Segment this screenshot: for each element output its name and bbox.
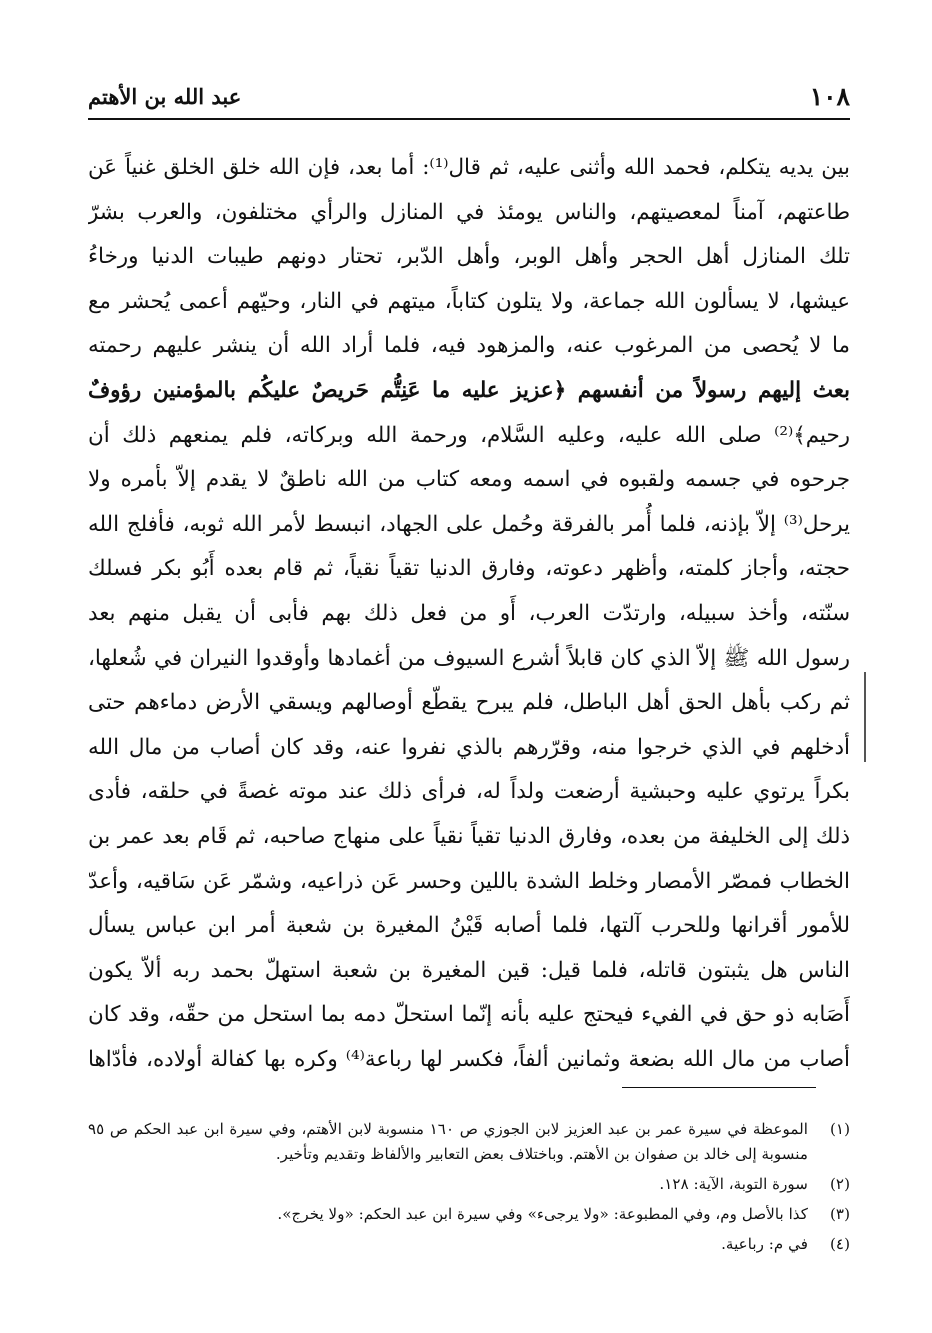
footnote-text: سورة التوبة، الآية: ١٢٨. xyxy=(659,1175,808,1193)
text-line: رحيم﴾⁽²⁾ صلى الله عليه، وعليه السَّلام، ورحمة الله وبركاته، فلم يمنعهم ذلك أن xyxy=(88,422,850,448)
text-line: حجته، وأجاز كلمته، وأظهر دعوته، وفارق الدنيا تقياً نقياً، ثم قام بعده أَبُو بكر فسلك xyxy=(88,556,850,582)
text-line: جرحوه في جسمه ولقبوه في اسمه ومعه كتاب من الله ناطقٌ لا يقدم إلاّ بأمره ولا xyxy=(88,467,850,493)
text-line: الناس هل يثبتون قاتله، فلما قيل: قين المغيرة بن شعبة استهلّ بحمد ربه ألاّ يكون xyxy=(88,957,850,983)
page-number: ١٠٨ xyxy=(809,82,850,111)
footnote-text: في م: رباعية. xyxy=(721,1235,808,1253)
text-line: ثم ركب بأهل الحق أهل الباطل، فلم يبرح يقطّع أوصالهم ويسقي الأرض دماءهم حتى xyxy=(88,690,850,716)
footnote-text: كذا بالأصل وم، وفي المطبوعة: «ولا يرجىء» وفي سيرة ابن عبد الحكم: «ولا يخرج». xyxy=(277,1205,808,1223)
footnote-text: الموعظة في سيرة عمر بن عبد العزيز لابن الجوزي ص ١٦٠ منسوبة لابن الأهتم، وفي سيرة ابن عبد الحكم ص ٩٥ منسوبة إلى خالد بن صفوان بن الأهتم. وباختلاف بعض التعابير والألفاظ وتقديم وتأخير. xyxy=(88,1120,808,1163)
text-line: الخطاب فمصّر الأمصار وخلط الشدة باللين وحسر عَن ذراعيه، وشمّر عَن سَاقيه، وأعدّ xyxy=(88,868,850,894)
text-line: بين يديه يتكلم، فحمد الله وأثنى عليه، ثم قال⁽¹⁾: أما بعد، فإن الله خلق الخلق غنياً عَن xyxy=(88,155,850,180)
text-line: طاعتهم، آمناً لمعصيتهم، والناس يومئذ في المنازل والرأي مختلفون، والعرب بشرّ xyxy=(88,199,850,225)
text-line: بكراً يرتوي عليه وحبشية أرضعت ولداً له، فرأى ذلك عند موته غصةً في حلقه، فأدى xyxy=(88,779,850,805)
main-text xyxy=(88,146,850,1082)
footnote-number: (٣) xyxy=(829,1205,850,1223)
footnote xyxy=(88,1232,850,1257)
text-line: سنّته، وأخذ سبيله، وارتدّت العرب، أَو من فعل ذلك بهم فأبى أن يقبل منهم بعد xyxy=(88,600,850,626)
running-title: عبد الله بن الأهتم xyxy=(88,84,242,109)
footnotes xyxy=(88,1117,850,1262)
text-line: أدخلهم في الذي خرجوا منه، وقرّرهم بالذي نفروا عنه، وقد كان أصاب من مال الله xyxy=(88,734,850,760)
text-line: ما لا يُحصى من المرغوب عنه، والمزهود فيه، فلما أراد الله أن ينشر عليهم رحمته xyxy=(88,333,850,359)
text-line: رسول الله ﷺ إلاّ الذي كان قابلاً أشرع السيوف من أغمادها وأوقدوا النيران في شُعلها، xyxy=(88,645,850,671)
footnote xyxy=(88,1117,850,1167)
text-line: عيشها، لا يسألون الله جماعة، ولا يتلون كتاباً، ميتهم في النار، وحيّهم أعمى يُحشر مع xyxy=(88,288,850,314)
footnote-number: (١) xyxy=(829,1120,850,1138)
margin-mark xyxy=(864,672,866,762)
text-line: للأمور أقرانها وللحرب آلتها، فلما أصابه قَيْنُ المغيرة بن شعبة أمر ابن عباس يسأل xyxy=(88,913,850,939)
text-line: ذلك إلى الخليفة من بعده، وفارق الدنيا تقياً نقياً على منهاج صاحبه، ثم قَام بعد عمر بن xyxy=(88,823,850,849)
page-header xyxy=(88,82,850,120)
footnote xyxy=(88,1202,850,1227)
footnote xyxy=(88,1172,850,1197)
text-line: تلك المنازل أهل الحجر وأهل الوبر، وأهل الدّبر، تحتار دونهم طيبات الدنيا ورخاءُ xyxy=(88,244,850,270)
text-line: أصاب من مال الله بضعة وثمانين ألفاً، فكسر لها رباعة⁽⁴⁾ وكره بها كفالة أولاده، فأدّاها xyxy=(88,1046,850,1072)
footnote-separator xyxy=(622,1087,816,1088)
footnote-number: (٢) xyxy=(829,1175,850,1193)
text-line: يرحل⁽³⁾ إلاّ بإذنه، فلما أُمر بالفرقة وحُمل على الجهاد، انبسط لأمر الله ثوبه، فأفلج الله xyxy=(88,511,850,537)
quran-verse-line: بعث إليهم رسولاً من أنفسهم ﴿عزيز عليه ما عَنِتُّم حَريصٌ عليكُم بالمؤمنين رؤوفٌ xyxy=(88,377,850,403)
text-line: أَصَابه ذو حق في الفيء فيحتج عليه بأنه إنّما استحلّ دمه بما استحل من حقّه، وقد كان xyxy=(88,1002,850,1028)
footnote-number: (٤) xyxy=(829,1235,850,1253)
